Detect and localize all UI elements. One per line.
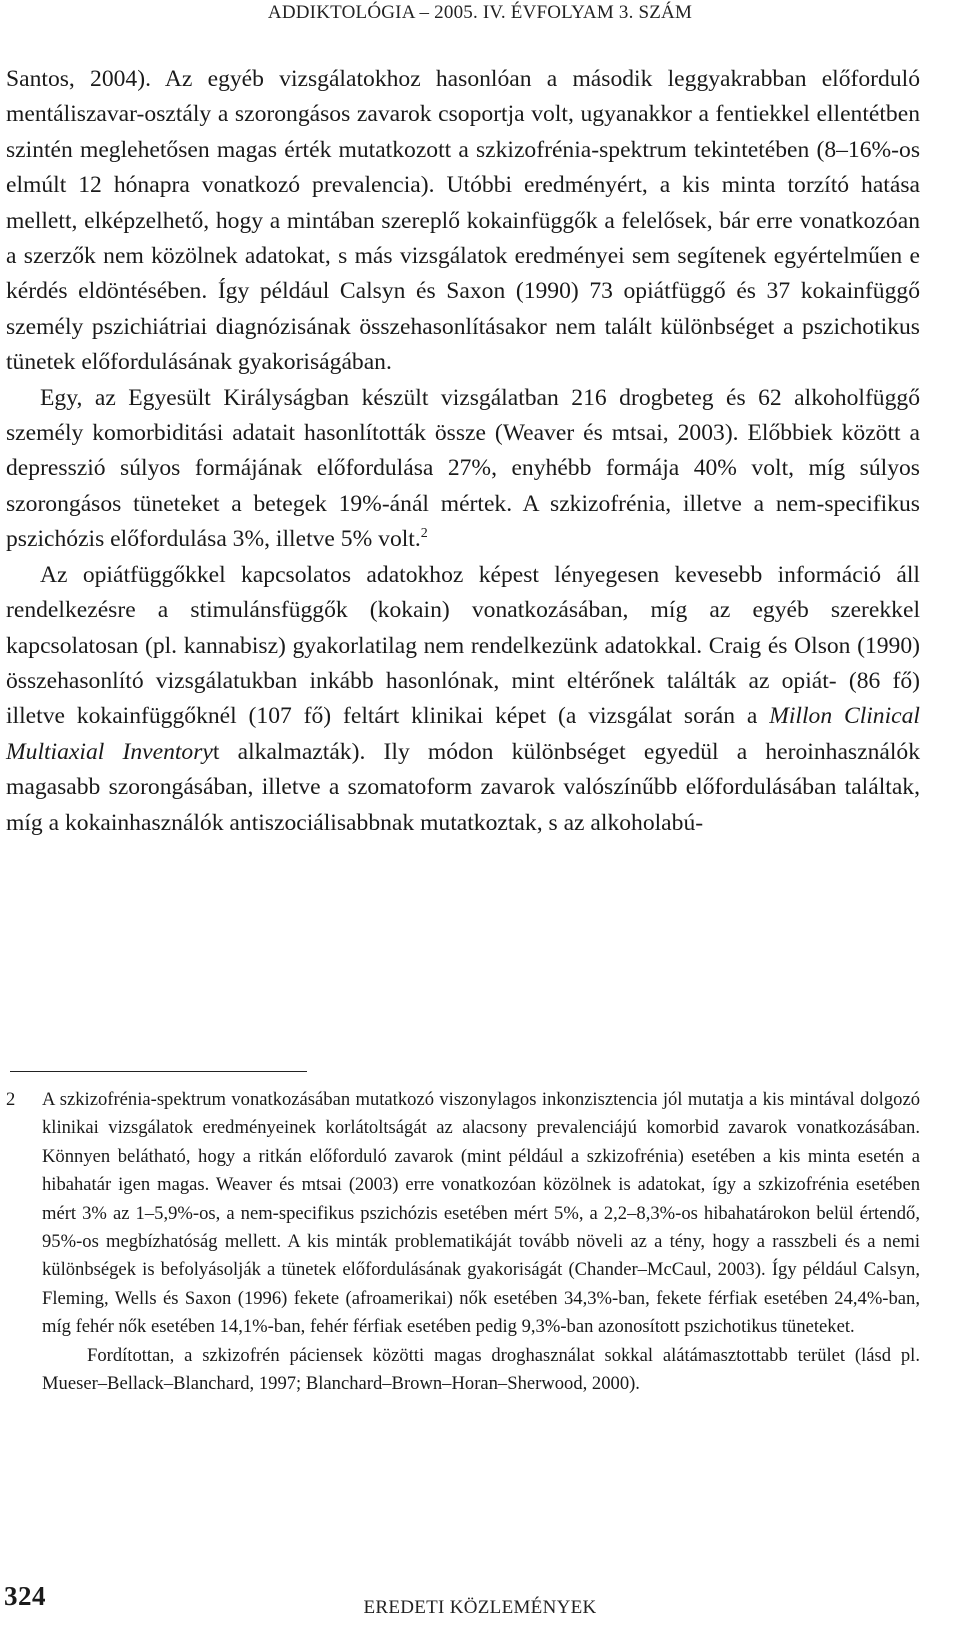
paragraph-1: Santos, 2004). Az egyéb vizsgálatokhoz hasonlóan a második leggyakrabban előforduló mentáliszavar-osztály a szorongásos zavarok csoportja volt, ugyanakkor a fentiekkel ellentétben szintén meglehetősen magas érték mutatkozott a szkizofrénia-spektrum tekintetében (8–16%-os elmúlt 12 hónapra vonatkozó prevalencia). Utóbbi eredményért, a kis minta torzító hatása mellett, elképzelhető, hogy a mintában szereplő kokainfüggők a felelősek, bár erre vonatkozóan a szerzők nem közölnek adatokat, s más vizsgálatok eredményei sem segítenek egyértelműen e kérdés eldöntésében. Így például Calsyn és Saxon (1990) 73 opiátfüggő és 37 kokainfüggő személy pszichiátriai diagnózisának összehasonlításakor nem talált különbséget a pszichotikus tünetek előfordulásának gyakoriságában. xyxy=(6,66,920,376)
footnote-2-continuation: Fordítottan, a szkizofrén páciensek közötti magas droghasználat sokkal alátámasztottabb terület (lásd pl. Mueser–Bellack–Blanchard, 1997; Blanchard–Brown–Horan–Sherwood, 2000). xyxy=(42,1344,920,1395)
running-header: ADDIKTOLÓGIA – 2005. IV. ÉVFOLYAM 3. SZÁM xyxy=(267,2,693,23)
page-number: 324 xyxy=(4,1581,46,1611)
footnote-ref-2: 2 xyxy=(420,526,428,542)
paragraph-3 xyxy=(6,558,920,841)
footnote-number: 2 xyxy=(6,1089,16,1110)
footnotes xyxy=(6,1086,920,1398)
footnote-2 xyxy=(6,1086,920,1342)
paragraph-2 xyxy=(6,381,920,558)
footnote-2-text: A szkizofrénia-spektrum vonatkozásában mutatkozó viszonylagos inkonzisztencia jól mutatja a kis mintával dolgozó klinikai vizsgálatok eredményeinek korlátoltságát az alacsony prevalenciájú komorbid zavarok vonatkozásában. Könnyen belátható, hogy a ritkán előforduló zavarok (mint például a szkizofrénia) esetében a kis minta esetén a hibahatár igen magas. Weaver és mtsai (2003) erre vonatkozóan közölnek is adatokat, így a szkizofrénia esetében mért 3% az 1–5,9%-os, a nem-specifikus pszichózis esetében mért 5%, a 2,2–8,3%-os hibahatárokon belül értendő, 95%-os megbízhatóság mellett. A kis minták problematikáját tovább növeli az a tény, hogy a rasszbeli és a nemi különbségek is befolyásolják a tünetek előfordulásának gyakoriságát (Chander–McCaul, 2003). Így például Calsyn, Fleming, Wells és Saxon (1996) fekete (afroamerikai) nők esetében 34,3%-ban, fekete férfiak esetében 24,4%-ban, míg fehér nők esetében 14,1%-ban, fehér férfiak esetében pedig 9,3%-ban azonosított pszichotikus tüneteket. xyxy=(42,1089,920,1338)
paragraph-3-end: t alkalmazták). Ily módon különbséget egyedül a heroinhasználók magasabb szorongásában, illetve a szomatoform zavarok valószínűbb előfordulásában találtak, míg a kokainhasználók antiszociálisabbnak mutatkoztak, s az alkoholabú- xyxy=(6,738,920,836)
footnote-separator xyxy=(10,1071,307,1072)
running-footer: EREDETI KÖZLEMÉNYEK xyxy=(363,1597,597,1618)
instrument-title: Millon Clinical Multiaxial Inventory xyxy=(6,703,920,765)
paragraph-2-text: Egy, az Egyesült Királyságban készült vizsgálatban 216 drogbeteg és 62 alkoholfüggő személy komorbiditási adatait hasonlították össze (Weaver és mtsai, 2003). Előbbiek között a depresszió súlyos formájának előfordulása 27%, enyhébb formája 40% volt, míg súlyos szorongásos tüneteket a betegek 19%-ánál mértek. A szkizofrénia, illetve a nem-specifikus pszichózis előfordulása 3%, illetve 5% volt. xyxy=(6,384,920,553)
body-text xyxy=(6,62,920,841)
paragraph-3-start: Az opiátfüggőkkel kapcsolatos adatokhoz képest lényegesen kevesebb információ áll rendelkezésre a stimulánsfüggők (kokain) vonatkozásában, míg az egyéb szerekkel kapcsolatosan (pl. kannabisz) gyakorlatilag nem rendelkezünk adatokkal. Craig és Olson (1990) összehasonlító vizsgálatukban inkább hasonlónak, mint eltérőnek találták az opiát- (86 fő) illetve kokainfüggőknél (107 fő) feltárt klinikai képet (a vizsgálat során a xyxy=(6,561,920,730)
